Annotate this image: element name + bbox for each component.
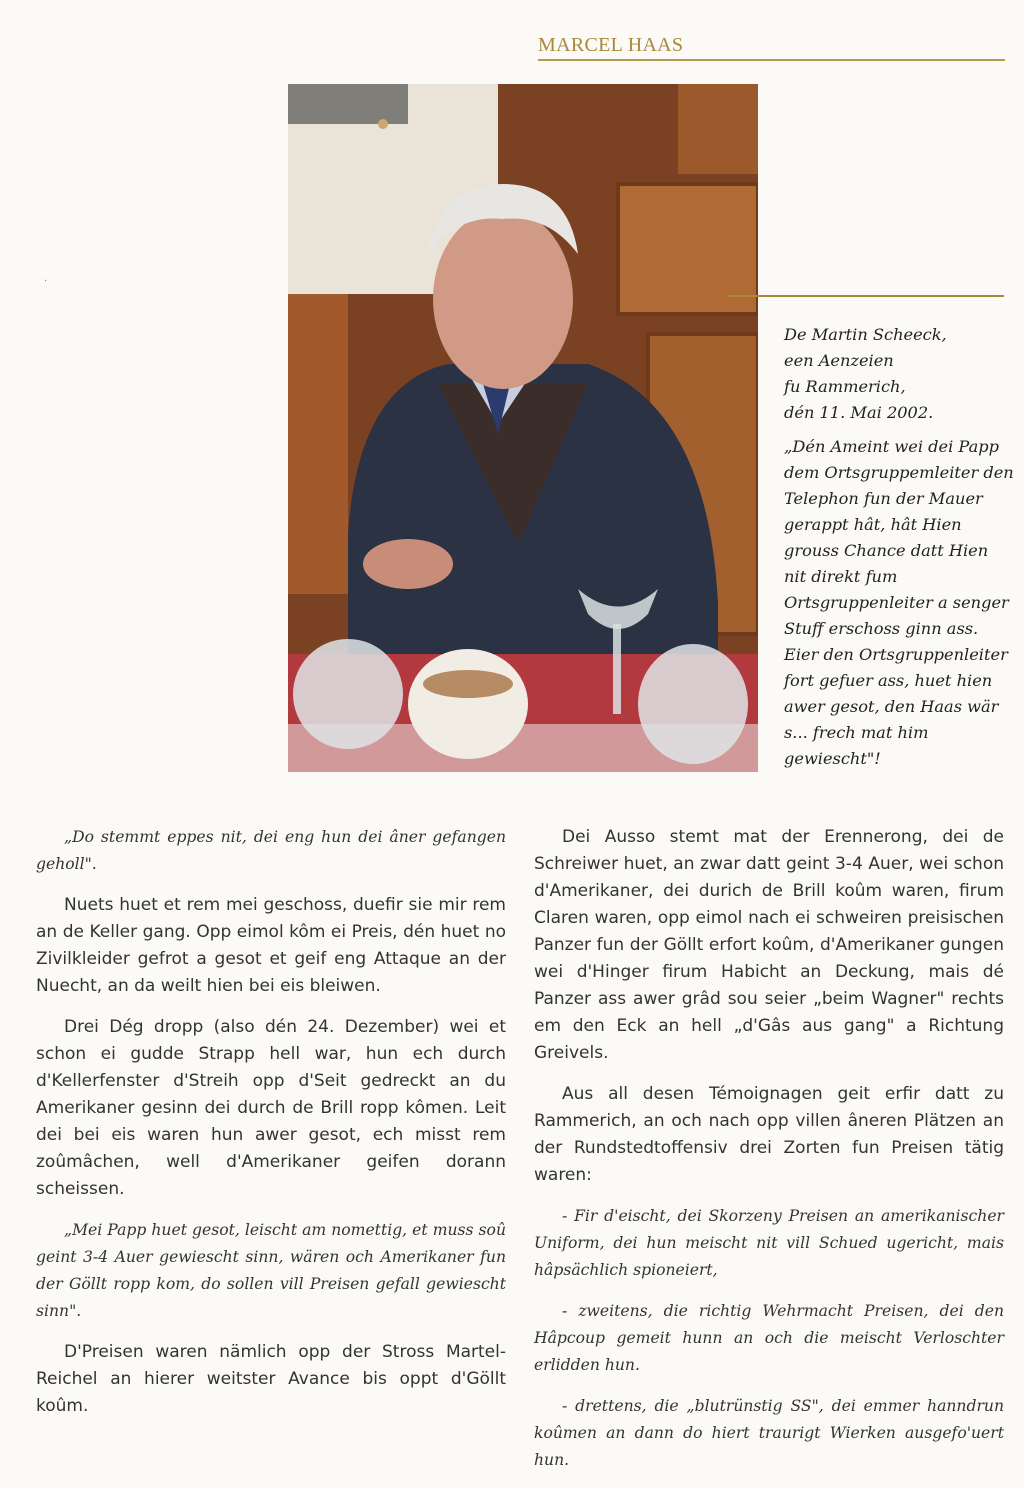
body-paragraph: Nuets huet et rem mei geschoss, duefir sie mir rem an de Keller gang. Opp eimol kôm ei Preis, dén huet no Zivilkleider gefrot a gesot et geif eng Attaque an der Nuecht, an da weilt hien bei eis bleiwen. bbox=[36, 895, 506, 996]
photo-illustration bbox=[288, 84, 758, 772]
page-header bbox=[538, 34, 1005, 61]
caption-line: De Martin Scheeck, bbox=[784, 325, 947, 344]
quote-paragraph: „Mei Papp huet gesot, leischt am nomettig, et muss soû geint 3-4 Auer gewiescht sinn, wären och Amerikaner fun der Göllt ropp kom, do sollen vill Preisen gefall gewiescht sinn". bbox=[36, 1221, 506, 1320]
list-item: - drettens, die „blutrünstig SS", dei emmer hanndrun koûmen an dann do hiert traurigt Wierken ausgefo'uert hun. bbox=[534, 1397, 1004, 1469]
caption-line: dén 11. Mai 2002. bbox=[784, 403, 934, 422]
caption-quote: „Dén Ameint wei dei Papp dem Ortsgruppemleiter den Telephon fun der Mauer gerappt hât, hât Hien grouss Chance datt Hien nit direkt fum Ortsgruppenleiter a senger Stuff erschoss ginn ass. Eier den Ortsgruppenleiter fort gefuer ass, huet hien awer gesot, den Haas wär s... frech mat him gewiescht"! bbox=[784, 437, 1014, 768]
caption-line: fu Rammerich, bbox=[784, 377, 906, 396]
body-paragraph: Drei Dég dropp (also dén 24. Dezember) wei et schon ei gudde Strapp hell war, hun ech durch d'Kellerfenster d'Streih opp d'Seit gedreckt an du Amerikaner gesinn dei durch de Brill ropp kômen. Leit dei bei eis waren hun awer gesot, ech misst rem zoûmâchen, well d'Amerikaner geifen dorann scheissen. bbox=[36, 1017, 506, 1199]
list-item: - Fir d'eischt, dei Skorzeny Preisen an amerikanischer Uniform, dei hun meischt nit vill Schued ugericht, mais hâpsächlich spioneiert, bbox=[534, 1207, 1004, 1279]
portrait-photo bbox=[288, 84, 758, 772]
body-paragraph: D'Preisen waren nämlich opp der Stross Martel-Reichel an hierer weitster Avance bis oppt d'Göllt koûm. bbox=[36, 1342, 506, 1416]
left-column bbox=[36, 824, 506, 1434]
caption-line: een Aenzeien bbox=[784, 351, 894, 370]
body-paragraph: Dei Ausso stemt mat der Erennerong, dei de Schreiwer huet, an zwar datt geint 3-4 Auer, wei schon d'Amerikaner, dei durich de Brill koûm waren, firum Claren waren, opp eimol nach ei schweiren preisischen Panzer fun der Göllt erfort koûm, d'Amerikaner gungen wei d'Hinger firum Habicht an Deckung, mais dé Panzer ass awer grâd sou seier „beim Wagner" rechts em den Eck an hell „d'Gâs aus gang" a Richtung Greivels. bbox=[534, 827, 1004, 1063]
right-column bbox=[534, 824, 1004, 1488]
photo-caption bbox=[784, 322, 1014, 772]
author-name: MARCEL HAAS bbox=[538, 34, 684, 56]
quote-paragraph: „Do stemmt eppes nit, dei eng hun dei âner gefangen geholl". bbox=[36, 828, 506, 873]
scan-mark: · bbox=[44, 276, 48, 287]
list-item: - zweitens, die richtig Wehrmacht Preisen, dei den Hâpcoup gemeit hunn an och die meischt Verloschter erlidden hun. bbox=[534, 1302, 1004, 1374]
caption-rule bbox=[728, 295, 1004, 297]
body-paragraph: Aus all desen Témoignagen geit erfir datt zu Rammerich, an och nach opp villen âneren Plätzen an der Rundstedtoffensiv drei Zorten fun Preisen tätig waren: bbox=[534, 1084, 1004, 1185]
